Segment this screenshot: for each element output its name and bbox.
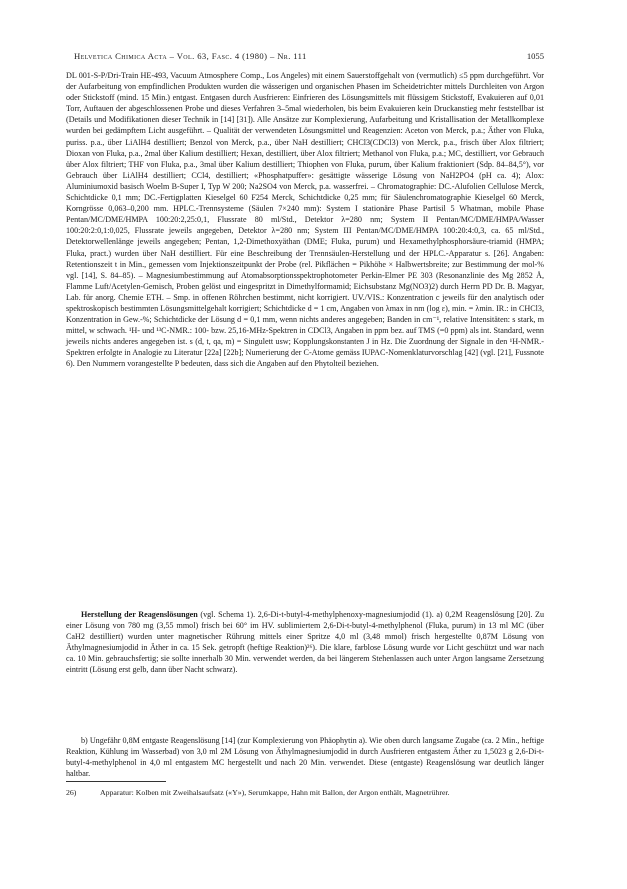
reagent-paragraph-a — [66, 609, 544, 676]
reagent-preparation-b-block — [66, 735, 544, 779]
reagent-preparation-block — [66, 609, 544, 676]
experimental-methods-block — [66, 70, 544, 370]
footnote-mark: 26) — [66, 788, 77, 797]
running-header — [66, 50, 544, 62]
journal-citation: Helvetica Chimica Acta – Vol. 63, Fasc. 4 (1980) – Nr. 111 — [74, 51, 307, 61]
section-heading: Herstellung der Reagenslösungen — [81, 610, 198, 619]
footnote — [66, 788, 544, 799]
reagent-paragraph-b: b) Ungefähr 0,8M entgaste Reagenslösung [14] (zur Komplexierung von Phäophytin a). Wie oben durch langsame Zugabe (ca. 2 Min., heftige Reaktion, Kühlung im Wasserbad) von 3,0 ml 2M Lösung von Äthylmagnesiumjodid in durch Ausfrieren entgastem Äther zu 1,5023 g 2,6-Di-t-butyl-4-methylphenol in 4,0 ml entgastem MC hergestellt und nach 20 Min. verwendet. Diese (entgaste) Reagenslösung war deutlich länger haltbar. — [66, 736, 544, 779]
footnote-text: Apparatur: Kolben mit Zweihalsaufsatz («Y»), Serumkappe, Hahn mit Ballon, der Argon enthält, Magnetrührer. — [100, 788, 450, 797]
reagent-paragraph-a-text: (vgl. Schema 1). 2,6-Di-t-butyl-4-methylphenoxy-magnesiumjodid (1). a) 0,2M Reagenslösung [20]. Zu einer Lösung von 780 mg (3,55 mmol) frisch bei 60° im HV. sublimiertem 2,6-Di-t-butyl-4-methylphenol (Fluka, purum) in 13 ml MC (über CaH2 destilliert) wurden unter magnetischer Rührung mittels einer Spritze 4,0 ml (3,48 mmol) frisch hergestellte 0,87M Lösung von Äthylmagnesiumjodid in Äther in ca. 15 Sek. getropft (heftige Reaktion)²⁶). Die klare, farblose Lösung wurde vor Licht geschützt und war nach ca. 10 Min. gebrauchsfertig; sie sollte innerhalb 30 Min. verwendet werden, da bei längerem Stehenlassen auch unter Argon langsame Zersetzung eintritt (Lösung erst gelb, dann über Nacht schwarz). — [66, 610, 544, 675]
page-number: 1055 — [526, 51, 544, 61]
methods-paragraph: DL 001-S-P/Dri-Train HE-493, Vacuum Atmosphere Comp., Los Angeles) mit einem Sauerstoffgehalt von (vermutlich) ≤5 ppm durchgeführt. Vor der Aufarbeitung von empfindlichen Produkten wurden die wässerigen und organischen Phasen im Scheidetrichter mittels Durchleiten von Argon oder Stickstoff (mind. 15 Min.) entgast. Entgasen durch Ausfrieren: Einfrieren des Lösungsmittels mit flüssigem Stickstoff, Evakuieren auf 0,01 Torr, Auftauen der abgeschlossenen Probe und dieses Verfahren 3–5mal wiederholen, bis beim Evakuieren kein Druckanstieg mehr feststellbar ist (Details und Modifikationen dieser Technik in [14] [31]). Alle Ansätze zur Komplexierung, Aufarbeitung und Kristallisation der Metallkomplexe wurden bei gedämpftem Licht ausgeführt. – Qualität der verwendeten Lösungsmittel und Reagenzien: Aceton von Merck, p.a.; Äther von Fluka, puriss. p.a., über LiAlH4 destilliert; Benzol von Merck, p.a., über NaH destilliert; CHCl3(CDCl3) von Merck, p.a., frisch über Alox filtriert; Dioxan von Fluka, p.a., 2mal über Kalium destilliert; Hexan, destilliert, über Alox filtriert; Methanol von Fluka, p.a.; MC, destilliert, vor Gebrauch über Alox filtriert; THF von Fluka, p.a., 3mal über Kalium destilliert; Thiophen von Fluka, purum, über Kalium fraktioniert (Sdp. 84–84,5°), vor Gebrauch über LiAlH4 destilliert; CCl4, destilliert; «Phosphatpuffer»: gesättigte wässerige Lösung von NaH2PO4 (pH ca. 4); Alox: Aluminiumoxid basisch Woelm B-Super I, Typ W 200; Na2SO4 von Merck, p.a. wasserfrei. – Chromatographie: DC.-Alufolien Cellulose Merck, Schichtdicke 0,1 mm; DC.-Fertigplatten Kieselgel 60 F254 Merck, Schichtdicke 0,25 mm; für Säulenchromatographie Kieselgel 60 Merck, Korngrösse 0,063–0,200 mm. HPLC.-Trennsysteme (Säulen 7×240 mm): System I stationäre Phase Partisil 5 Whatman, mobile Phase Pentan/MC/DME/HMPA 100:20:2,25:0,1, Flussrate 80 ml/Std., Detektor λ=280 nm; System II Pentan/MC/DME/HMPA/Wasser 100:20:2:0,1:0,025, Flussrate jeweils angegeben, Detektor λ=280 nm; System III Pentan/MC/DME/HMPA 100:20:4:0,3, ca. 65 ml/Std., Detektorwellenlänge jeweils angegeben; Pentan, 1,2-Dimethoxyäthan (DME; Fluka, purum) und Hexamethylphosphorsäure-triamid (HMPA; Fluka, pract.) wurden über NaH destilliert. Für eine Beschreibung der Trennsäulen-Herstellung und der HPLC.-Apparatur s. [26]. Angaben: Retentionszeit t in Min., gemessen vom Injektionszeitpunkt der Probe (rel. Pikflächen = Pikhöhe × Halbwertsbreite; zur Bestimmung der mol-% vgl. [14], S. 84–85). – Magnesiumbestimmung auf Atomabsorptionsspektrophotometer Perkin-Elmer PE 303 (Resonanzlinie des Mg 2852 Å, Flamme Luft/Acetylen-Gemisch, Proben gelöst und eingespritzt in Dimethylformamid; Eichsubstanz Mg(NO3)2) durch Herrn PD Dr. B. Magyar, Lab. für anorg. Chemie ETH. – Smp. in offenen Röhrchen bestimmt, nicht korrigiert. UV./VIS.: Konzentration c jeweils für den analytisch oder spektroskopisch bestimmten Lösungsmittelgehalt korrigiert; Schichtdicke d = 1 cm, Angaben von λmax in nm (log ε), min. = λmin. IR.: in CHCl3, Konzentration in Gew.-%; Schichtdicke der Lösung d = 0,1 mm, wenn nichts anderes angegeben; Banden in cm⁻¹, relative Intensitäten: s stark, m mittel, w schwach. ¹H- und ¹³C-NMR.: 100- bzw. 25,16-MHz-Spektren in CDCl3, Angaben in ppm bez. auf TMS (=0 ppm) als int. Standard, wenn jeweils nichts anderes angegeben ist. s (d, t, qa, m) = Singulett usw; Kopplungskonstanten J in Hz. Die Zuordnung der Signale in den ¹H-NMR.-Spektren erfolgte in Analogie zu Literatur [22a] [22b]; Numerierung der C-Atome gemäss IUPAC-Nomenklaturvorschlag [42] (vgl. [21], Fussnote 6). Den Nummern vorangestellte P bedeuten, dass sich die Angaben auf den Phytolteil beziehen. — [66, 71, 544, 369]
footnote-divider — [66, 781, 166, 782]
